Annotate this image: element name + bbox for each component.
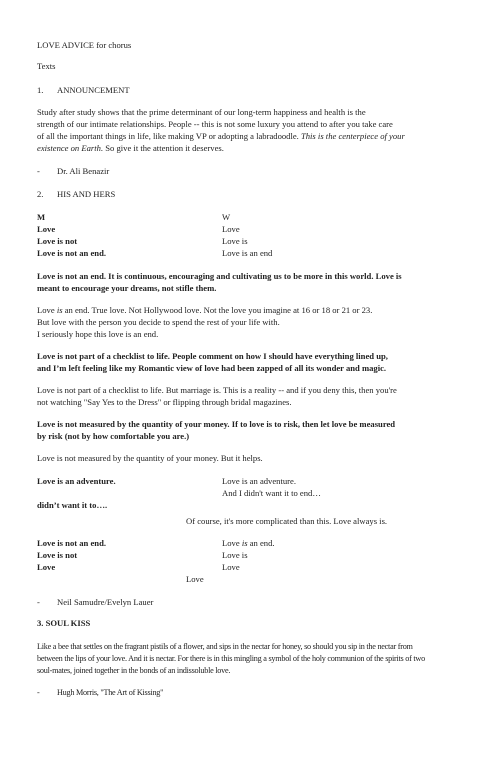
adventure-w-line-1: Love is an adventure. <box>222 476 296 486</box>
bold-paragraph-2-line-1: Love is not part of a checklist to life. People comment on how I should have everything lined up, <box>37 351 388 361</box>
end-m-line-1: Love is not an end. <box>37 538 107 548</box>
normal-paragraph-1-line-1: Love is an end. True love. Not Hollywood love. Not the love you imagine at 16 or 18 or 21 or 23. <box>37 305 373 315</box>
document-title: LOVE ADVICE for chorus <box>37 40 132 50</box>
texts-label: Texts <box>37 61 56 71</box>
end-w-line-2: Love is <box>222 550 248 560</box>
adventure-m: Love is an adventure. <box>37 476 116 486</box>
m-column-heading: M <box>37 212 46 222</box>
bold-paragraph-3-line-2: by risk (not by how comfortable you are.) <box>37 431 190 441</box>
attribution-1: Dr. Ali Benazir <box>57 166 110 176</box>
bold-paragraph-3-line-1: Love is not measured by the quantity of your money. If to love is to risk, then let love be measured <box>37 419 396 429</box>
announcement-line-4: existence on Earth. So give it the attention it deserves. <box>37 143 224 153</box>
section-1-title: ANNOUNCEMENT <box>57 85 130 95</box>
section-1-number: 1. <box>37 85 44 95</box>
m-line-1: Love <box>37 224 56 234</box>
normal-paragraph-1-line-2: But love with the person you decide to spend the rest of your life with. <box>37 317 280 327</box>
section-2-number: 2. <box>37 189 44 199</box>
normal-paragraph-2-line-1: Love is not part of a checklist to life. But marriage is. This is a reality -- and if you deny this, then you're <box>37 385 397 395</box>
end-center-love: Love <box>186 574 204 584</box>
of-course-line: Of course, it's more complicated than this. Love always is. <box>186 516 388 526</box>
normal-paragraph-2-line-2: not watching "Say Yes to the Dress" or flipping through bridal magazines. <box>37 397 292 407</box>
attribution-dash-3: - <box>37 688 40 697</box>
announcement-line-1: Study after study shows that the prime determinant of our long-term happiness and health is the <box>37 107 366 117</box>
section-2-title: HIS AND HERS <box>57 189 116 199</box>
m-line-3: Love is not an end. <box>37 248 107 258</box>
normal-paragraph-3: Love is not measured by the quantity of your money. But it helps. <box>37 453 263 463</box>
end-m-line-3: Love <box>37 562 56 572</box>
adventure-w-line-2: And I didn't want it to end… <box>222 488 321 498</box>
announcement-line-3: of all the important things in life, like making VP or adopting a labradoodle. This is the centerpiece of your <box>37 131 405 141</box>
soul-kiss-line-1: Like a bee that settles on the fragrant pistils of a flower, and sips in the nectar for honey, so should you sip in the nectar from <box>37 642 413 651</box>
w-line-2: Love is <box>222 236 248 246</box>
w-line-1: Love <box>222 224 240 234</box>
normal-paragraph-1-line-3: I seriously hope this love is an end. <box>37 329 159 339</box>
attribution-3: Hugh Morris, "The Art of Kissing" <box>57 688 164 697</box>
w-line-3: Love is an end <box>222 248 273 258</box>
w-column-heading: W <box>222 212 231 222</box>
end-w-line-1: Love is an end. <box>222 538 275 548</box>
attribution-dash: - <box>37 166 40 176</box>
attribution-2: Neil Samudre/Evelyn Lauer <box>57 597 154 607</box>
soul-kiss-line-2: between the lips of your love. And it is nectar. For there is in this mingling a symbol of the holy communion of the spirits of two <box>37 654 425 663</box>
bold-paragraph-2-line-2: and I’m left feeling like my Romantic view of love had been zapped of all its wonder and magic. <box>37 363 387 373</box>
bold-paragraph-1-line-1: Love is not an end. It is continuous, encouraging and cultivating us to be more in this world. Love is <box>37 271 402 281</box>
bold-paragraph-1-line-2: meant to encourage your dreams, not stifle them. <box>37 283 217 293</box>
end-m-line-2: Love is not <box>37 550 78 560</box>
announcement-line-2: strength of our intimate relationships. People -- this is not some luxury you attend to after you take care <box>37 119 393 129</box>
soul-kiss-line-3: soul-mates, joined together in the bonds of an indissoluble love. <box>37 666 231 675</box>
attribution-dash-2: - <box>37 597 40 607</box>
end-w-line-3: Love <box>222 562 240 572</box>
m-line-2: Love is not <box>37 236 78 246</box>
section-3-title: 3. SOUL KISS <box>37 618 91 628</box>
didnt-want-line: didn’t want it to…. <box>37 500 108 510</box>
